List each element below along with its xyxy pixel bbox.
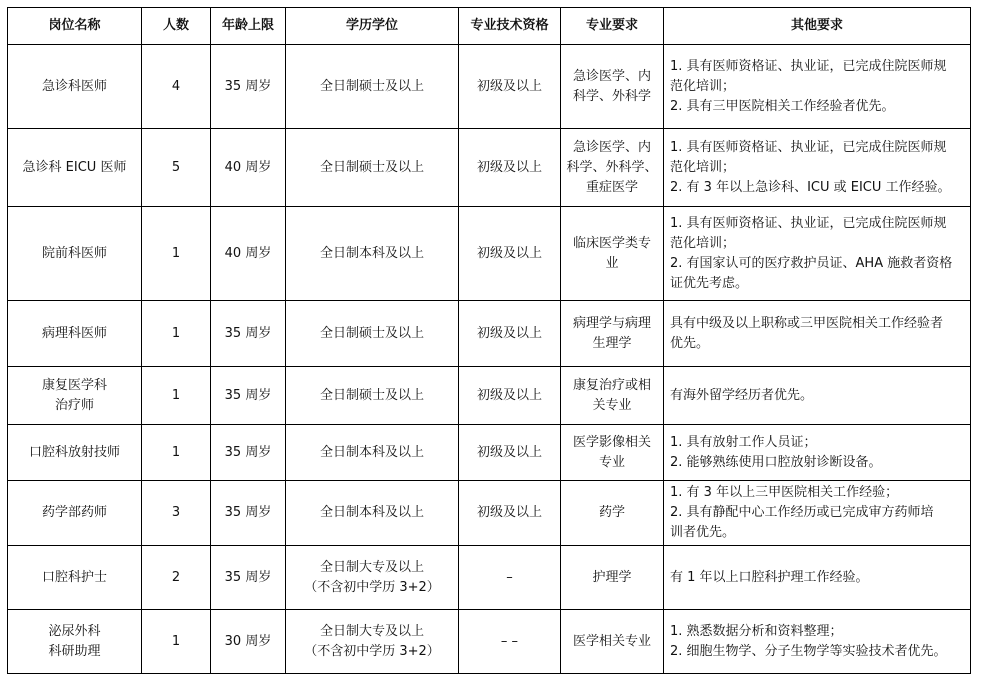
header-age-limit: 年龄上限	[211, 8, 286, 45]
cell-position-name-line: 康复医学科	[41, 377, 107, 393]
cell-other-requirements-line: 1. 有 3 年以上三甲医院相关工作经验；	[670, 485, 899, 500]
cell-major-requirement	[561, 481, 664, 546]
cell-headcount: 5	[142, 129, 211, 207]
cell-education-line: （不含初中学历 3+2）	[304, 643, 440, 659]
cell-headcount: 1	[142, 301, 211, 367]
cell-headcount: 2	[142, 546, 211, 610]
cell-education	[286, 207, 459, 301]
cell-major-requirement	[561, 45, 664, 129]
cell-headcount: 1	[142, 425, 211, 481]
cell-education-line: 全日制硕士及以上	[319, 78, 424, 94]
cell-major-requirement-line: 业	[605, 255, 619, 271]
cell-major-requirement-line: 医学影像相关	[572, 434, 651, 450]
cell-position-name-line: 泌尿外科	[48, 623, 101, 639]
cell-other-requirements-line: 有海外留学经历者优先。	[670, 387, 814, 403]
cell-major-requirement-line: 科学、外科学、	[566, 159, 658, 175]
header-professional-qualification: 专业技术资格	[459, 8, 561, 45]
header-major-requirement: 专业要求	[561, 8, 664, 45]
cell-position-name	[8, 367, 142, 425]
cell-other-requirements-line: 2. 有 3 年以上急诊科、ICU 或 EICU 工作经验。	[670, 179, 951, 195]
cell-position-name-line: 口腔科护士	[41, 569, 107, 585]
cell-education	[286, 301, 459, 367]
cell-other-requirements-line: 2. 细胞生物学、分子生物学等实验技术者优先。	[670, 643, 947, 659]
cell-position-name	[8, 207, 142, 301]
table-row	[8, 207, 971, 301]
table-row	[8, 129, 971, 207]
cell-age-limit: 40 周岁	[211, 207, 286, 301]
table-body	[8, 45, 971, 674]
cell-professional-qualification: 初级及以上	[459, 45, 561, 129]
cell-other-requirements-line: 1. 具有医师资格证、执业证，已完成住院医师规	[670, 139, 947, 155]
cell-headcount: 3	[142, 481, 211, 546]
cell-headcount: 1	[142, 207, 211, 301]
cell-other-requirements-line: 证优先考虑。	[670, 275, 749, 291]
cell-major-requirement-line: 急诊医学、内	[572, 139, 651, 155]
cell-position-name-line: 院前科医师	[41, 245, 107, 261]
cell-major-requirement	[561, 610, 664, 674]
cell-other-requirements-line: 2. 具有三甲医院相关工作经验者优先。	[670, 98, 895, 114]
cell-position-name-line: 药学部药师	[41, 505, 107, 520]
cell-major-requirement	[561, 367, 664, 425]
cell-other-requirements-line: 1. 具有医师资格证、执业证，已完成住院医师规	[670, 58, 947, 74]
cell-education-line: 全日制本科及以上	[319, 505, 424, 520]
cell-position-name	[8, 129, 142, 207]
cell-major-requirement	[561, 546, 664, 610]
cell-other-requirements-line: 1. 具有放射工作人员证；	[670, 434, 817, 450]
cell-other-requirements	[664, 546, 971, 610]
cell-professional-qualification: 初级及以上	[459, 425, 561, 481]
cell-other-requirements-line: 具有中级及以上职称或三甲医院相关工作经验者	[670, 315, 944, 331]
cell-other-requirements	[664, 610, 971, 674]
cell-major-requirement-line: 急诊医学、内	[572, 68, 651, 84]
cell-age-limit: 40 周岁	[211, 129, 286, 207]
cell-other-requirements-line: 1. 熟悉数据分析和资料整理；	[670, 623, 843, 639]
header-education: 学历学位	[286, 8, 459, 45]
cell-position-name	[8, 610, 142, 674]
table-row	[8, 45, 971, 129]
cell-position-name	[8, 481, 142, 546]
cell-major-requirement-line: 科学、外科学	[572, 88, 651, 104]
cell-position-name-line: 急诊科医师	[41, 78, 107, 94]
cell-education-line: 全日制本科及以上	[319, 245, 424, 261]
cell-other-requirements	[664, 301, 971, 367]
cell-major-requirement	[561, 425, 664, 481]
cell-major-requirement-line: 药学	[598, 505, 625, 520]
cell-professional-qualification: 初级及以上	[459, 207, 561, 301]
cell-other-requirements-line: 2. 有国家认可的医疗救护员证、AHA 施救者资格	[670, 255, 953, 271]
cell-other-requirements-line: 范化培训；	[670, 78, 736, 94]
cell-major-requirement-line: 康复治疗或相	[572, 377, 651, 393]
cell-major-requirement-line: 关专业	[592, 397, 632, 413]
cell-major-requirement-line: 生理学	[592, 335, 632, 351]
cell-professional-qualification: 初级及以上	[459, 301, 561, 367]
cell-major-requirement-line: 专业	[598, 454, 625, 470]
cell-education-line: 全日制本科及以上	[319, 444, 424, 460]
cell-position-name-line: 口腔科放射技师	[28, 444, 120, 460]
cell-position-name	[8, 546, 142, 610]
cell-other-requirements-line: 1. 具有医师资格证、执业证，已完成住院医师规	[670, 215, 947, 231]
cell-major-requirement-line: 护理学	[592, 569, 632, 585]
cell-age-limit: 30 周岁	[211, 610, 286, 674]
header-headcount: 人数	[142, 8, 211, 45]
cell-professional-qualification: 初级及以上	[459, 367, 561, 425]
cell-age-limit: 35 周岁	[211, 301, 286, 367]
cell-position-name-line: 科研助理	[48, 643, 101, 659]
cell-education	[286, 367, 459, 425]
cell-other-requirements-line: 有 1 年以上口腔科护理工作经验。	[670, 569, 869, 585]
cell-education	[286, 546, 459, 610]
document-page	[7, 7, 971, 674]
cell-other-requirements	[664, 207, 971, 301]
cell-other-requirements	[664, 367, 971, 425]
cell-other-requirements-line: 范化培训；	[670, 159, 736, 175]
cell-headcount: 4	[142, 45, 211, 129]
table-row	[8, 367, 971, 425]
header-position-name: 岗位名称	[8, 8, 142, 45]
table-row	[8, 546, 971, 610]
cell-education-line: 全日制大专及以上	[319, 623, 424, 639]
cell-education-line: （不含初中学历 3+2）	[304, 579, 440, 595]
cell-other-requirements-line: 优先。	[670, 335, 710, 351]
table-row	[8, 301, 971, 367]
cell-age-limit: 35 周岁	[211, 546, 286, 610]
cell-other-requirements-line: 范化培训；	[670, 235, 736, 251]
cell-age-limit: 35 周岁	[211, 367, 286, 425]
cell-education-line: 全日制硕士及以上	[319, 325, 424, 341]
table-row	[8, 610, 971, 674]
cell-other-requirements-line: 2. 具有静配中心工作经历或已完成审方药师培	[670, 505, 934, 520]
header-other-requirements: 其他要求	[664, 8, 971, 45]
cell-age-limit: 35 周岁	[211, 45, 286, 129]
cell-position-name	[8, 425, 142, 481]
cell-professional-qualification: 初级及以上	[459, 481, 561, 546]
cell-major-requirement-line: 医学相关专业	[572, 633, 651, 649]
cell-major-requirement	[561, 207, 664, 301]
cell-education	[286, 481, 459, 546]
cell-other-requirements-line: 训者优先。	[670, 525, 736, 540]
cell-other-requirements	[664, 481, 971, 546]
cell-major-requirement-line: 重症医学	[585, 179, 638, 195]
cell-professional-qualification: – –	[459, 610, 561, 674]
cell-professional-qualification: 初级及以上	[459, 129, 561, 207]
cell-education-line: 全日制大专及以上	[319, 559, 424, 575]
cell-position-name	[8, 301, 142, 367]
cell-headcount: 1	[142, 610, 211, 674]
cell-other-requirements	[664, 45, 971, 129]
job-requirements-table	[7, 7, 971, 674]
cell-major-requirement	[561, 129, 664, 207]
table-row	[8, 425, 971, 481]
cell-education	[286, 45, 459, 129]
cell-major-requirement-line: 病理学与病理	[572, 315, 651, 331]
cell-position-name	[8, 45, 142, 129]
cell-headcount: 1	[142, 367, 211, 425]
cell-position-name-line: 急诊科 EICU 医师	[22, 159, 127, 175]
cell-major-requirement-line: 临床医学类专	[572, 235, 651, 251]
cell-professional-qualification: –	[459, 546, 561, 610]
cell-education-line: 全日制硕士及以上	[319, 159, 424, 175]
table-row	[8, 481, 971, 546]
cell-education	[286, 610, 459, 674]
cell-education-line: 全日制硕士及以上	[319, 387, 424, 403]
cell-age-limit: 35 周岁	[211, 481, 286, 546]
table-header-row	[8, 8, 971, 45]
cell-education	[286, 425, 459, 481]
cell-position-name-line: 治疗师	[54, 397, 94, 413]
cell-education	[286, 129, 459, 207]
cell-other-requirements	[664, 129, 971, 207]
cell-age-limit: 35 周岁	[211, 425, 286, 481]
cell-major-requirement	[561, 301, 664, 367]
cell-other-requirements-line: 2. 能够熟练使用口腔放射诊断设备。	[670, 454, 882, 470]
cell-position-name-line: 病理科医师	[41, 325, 107, 341]
cell-other-requirements	[664, 425, 971, 481]
